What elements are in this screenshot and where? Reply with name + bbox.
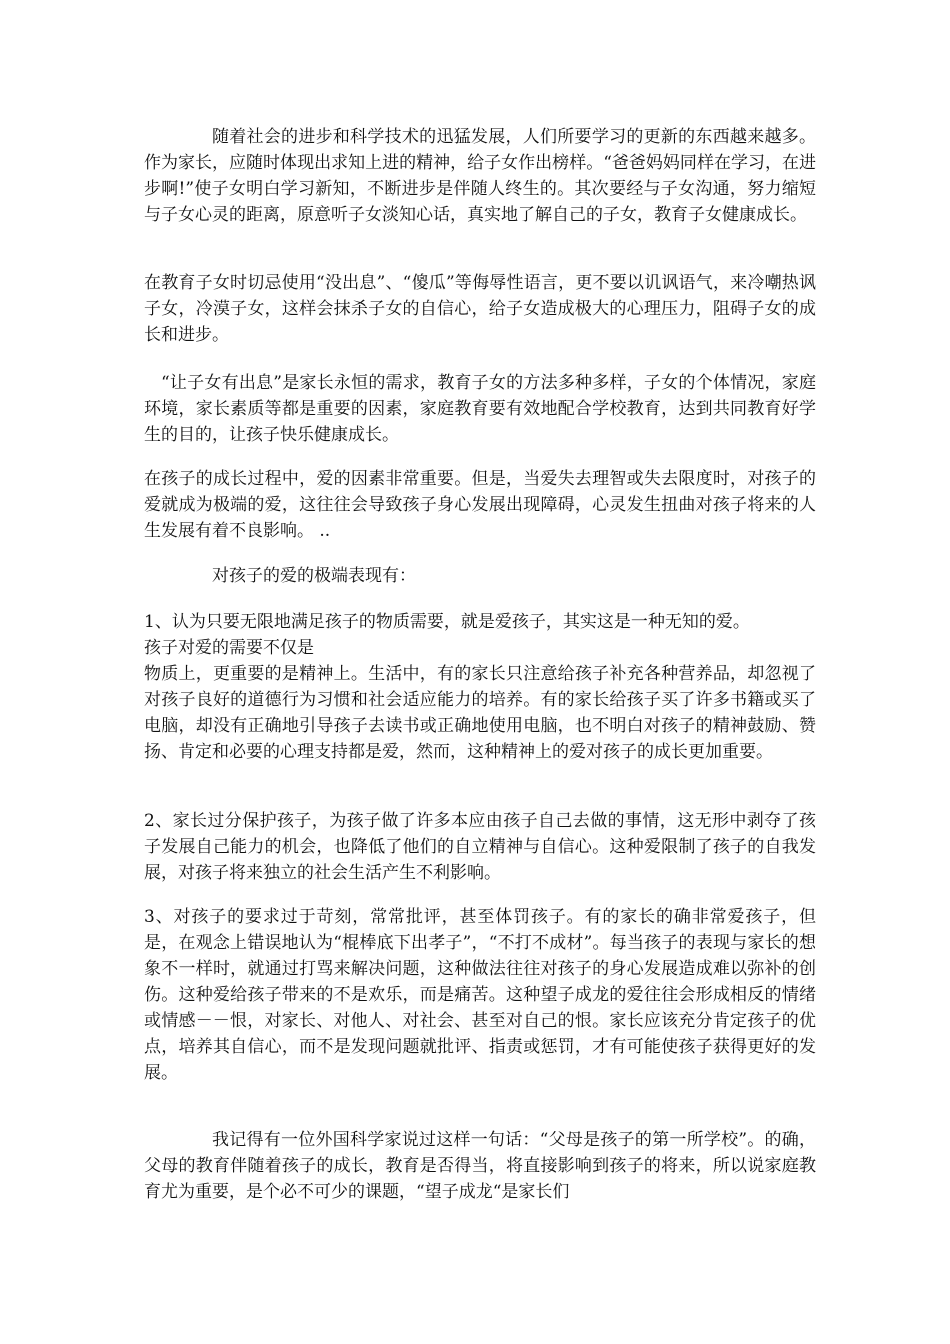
paragraph-3: “让子女有出息”是家长永恒的需求，教育子女的方法多种多样，子女的个体情况，家庭环境，家长素质等都是重要的因素，家庭教育要有效地配合学校教育，达到共同教育好学生的目的，让孩子快乐健康成长。 — [144, 373, 816, 445]
paragraph-6 — [144, 609, 816, 765]
paragraph-1: 随着社会的进步和科学技术的迅猛发展，人们所要学习的更新的东西越来越多。作为家长，应随时体现出求知上进的精神，给子女作出榜样。“爸爸妈妈同样在学习，在进步啊!”使子女明白学习新知，不断进步是伴随人终生的。其次要经与子女沟通，努力缩短与子女心灵的距离，原意听子女淡知心话，真实地了解自己的子女，教育子女健康成长。 — [144, 127, 816, 225]
paragraph-8: 3、对孩子的要求过于苛刻，常常批评，甚至体罚孩子。有的家长的确非常爱孩子，但是，在观念上错误地认为“棍棒底下出孝子”，“不打不成材”。每当孩子的表现与家长的想象不一样时，就通过打骂来解决问题，这种做法往往对孩子的身心发展造成难以弥补的创伤。这种爱给孩子带来的不是欢乐，而是痛苦。这种望子成龙的爱往往会形成相反的情绪或情感－－恨，对家长、对他人、对社会、甚至对自己的恨。家长应该充分肯定孩子的优点，培养其自信心，而不是发现问题就批评、指责或惩罚，才有可能使孩子获得更好的发展。 — [144, 907, 816, 1083]
paragraph-9: 我记得有一位外国科学家说过这样一句话：“父母是孩子的第一所学校”。的确，父母的教育伴随着孩子的成长，教育是否得当，将直接影响到孩子的将来，所以说家庭教育尤为重要，是个必不可少的课题，“望子成龙“是家长们 — [144, 1130, 816, 1202]
paragraph-5: 对孩子的爱的极端表现有： — [212, 566, 416, 586]
paragraph-4: 在孩子的成长过程中，爱的因素非常重要。但是，当爱失去理智或失去限度时，对孩子的爱就成为极端的爱，这往往会导致孩子身心发展出现障碍，心灵发生扭曲对孩子将来的人生发展有着不良影响。 .. — [144, 469, 816, 541]
paragraph-6-body: 物质上，更重要的是精神上。生活中，有的家长只注意给孩子补充各种营养品，却忽视了对孩子良好的道德行为习惯和社会适应能力的培养。有的家长给孩子买了许多书籍或买了电脑，却没有正确地引导孩子去读书或正确地使用电脑，也不明白对孩子的精神鼓励、赞扬、肯定和必要的心理支持都是爱，然而，这种精神上的爱对孩子的成长更加重要。 — [144, 664, 816, 762]
paragraph-6-line-2: 孩子对爱的需要不仅是 — [144, 638, 314, 658]
paragraph-7: 2、家长过分保护孩子，为孩子做了许多本应由孩子自己去做的事情，这无形中剥夺了孩子发展自己能力的机会，也降低了他们的自立精神与自信心。这种爱限制了孩子的自我发展，对孩子将来独立的社会生活产生不利影响。 — [144, 811, 816, 883]
paragraph-2: 在教育子女时切忌使用“没出息”、“傻瓜”等侮辱性语言，更不要以讥讽语气，来冷嘲热讽子女，冷漠子女，这样会抹杀子女的自信心，给子女造成极大的心理压力，阻碍子女的成长和进步。 — [144, 273, 816, 345]
paragraph-6-line-1: 1、认为只要无限地满足孩子的物质需要，就是爱孩子，其实这是一种无知的爱。 — [144, 612, 750, 632]
